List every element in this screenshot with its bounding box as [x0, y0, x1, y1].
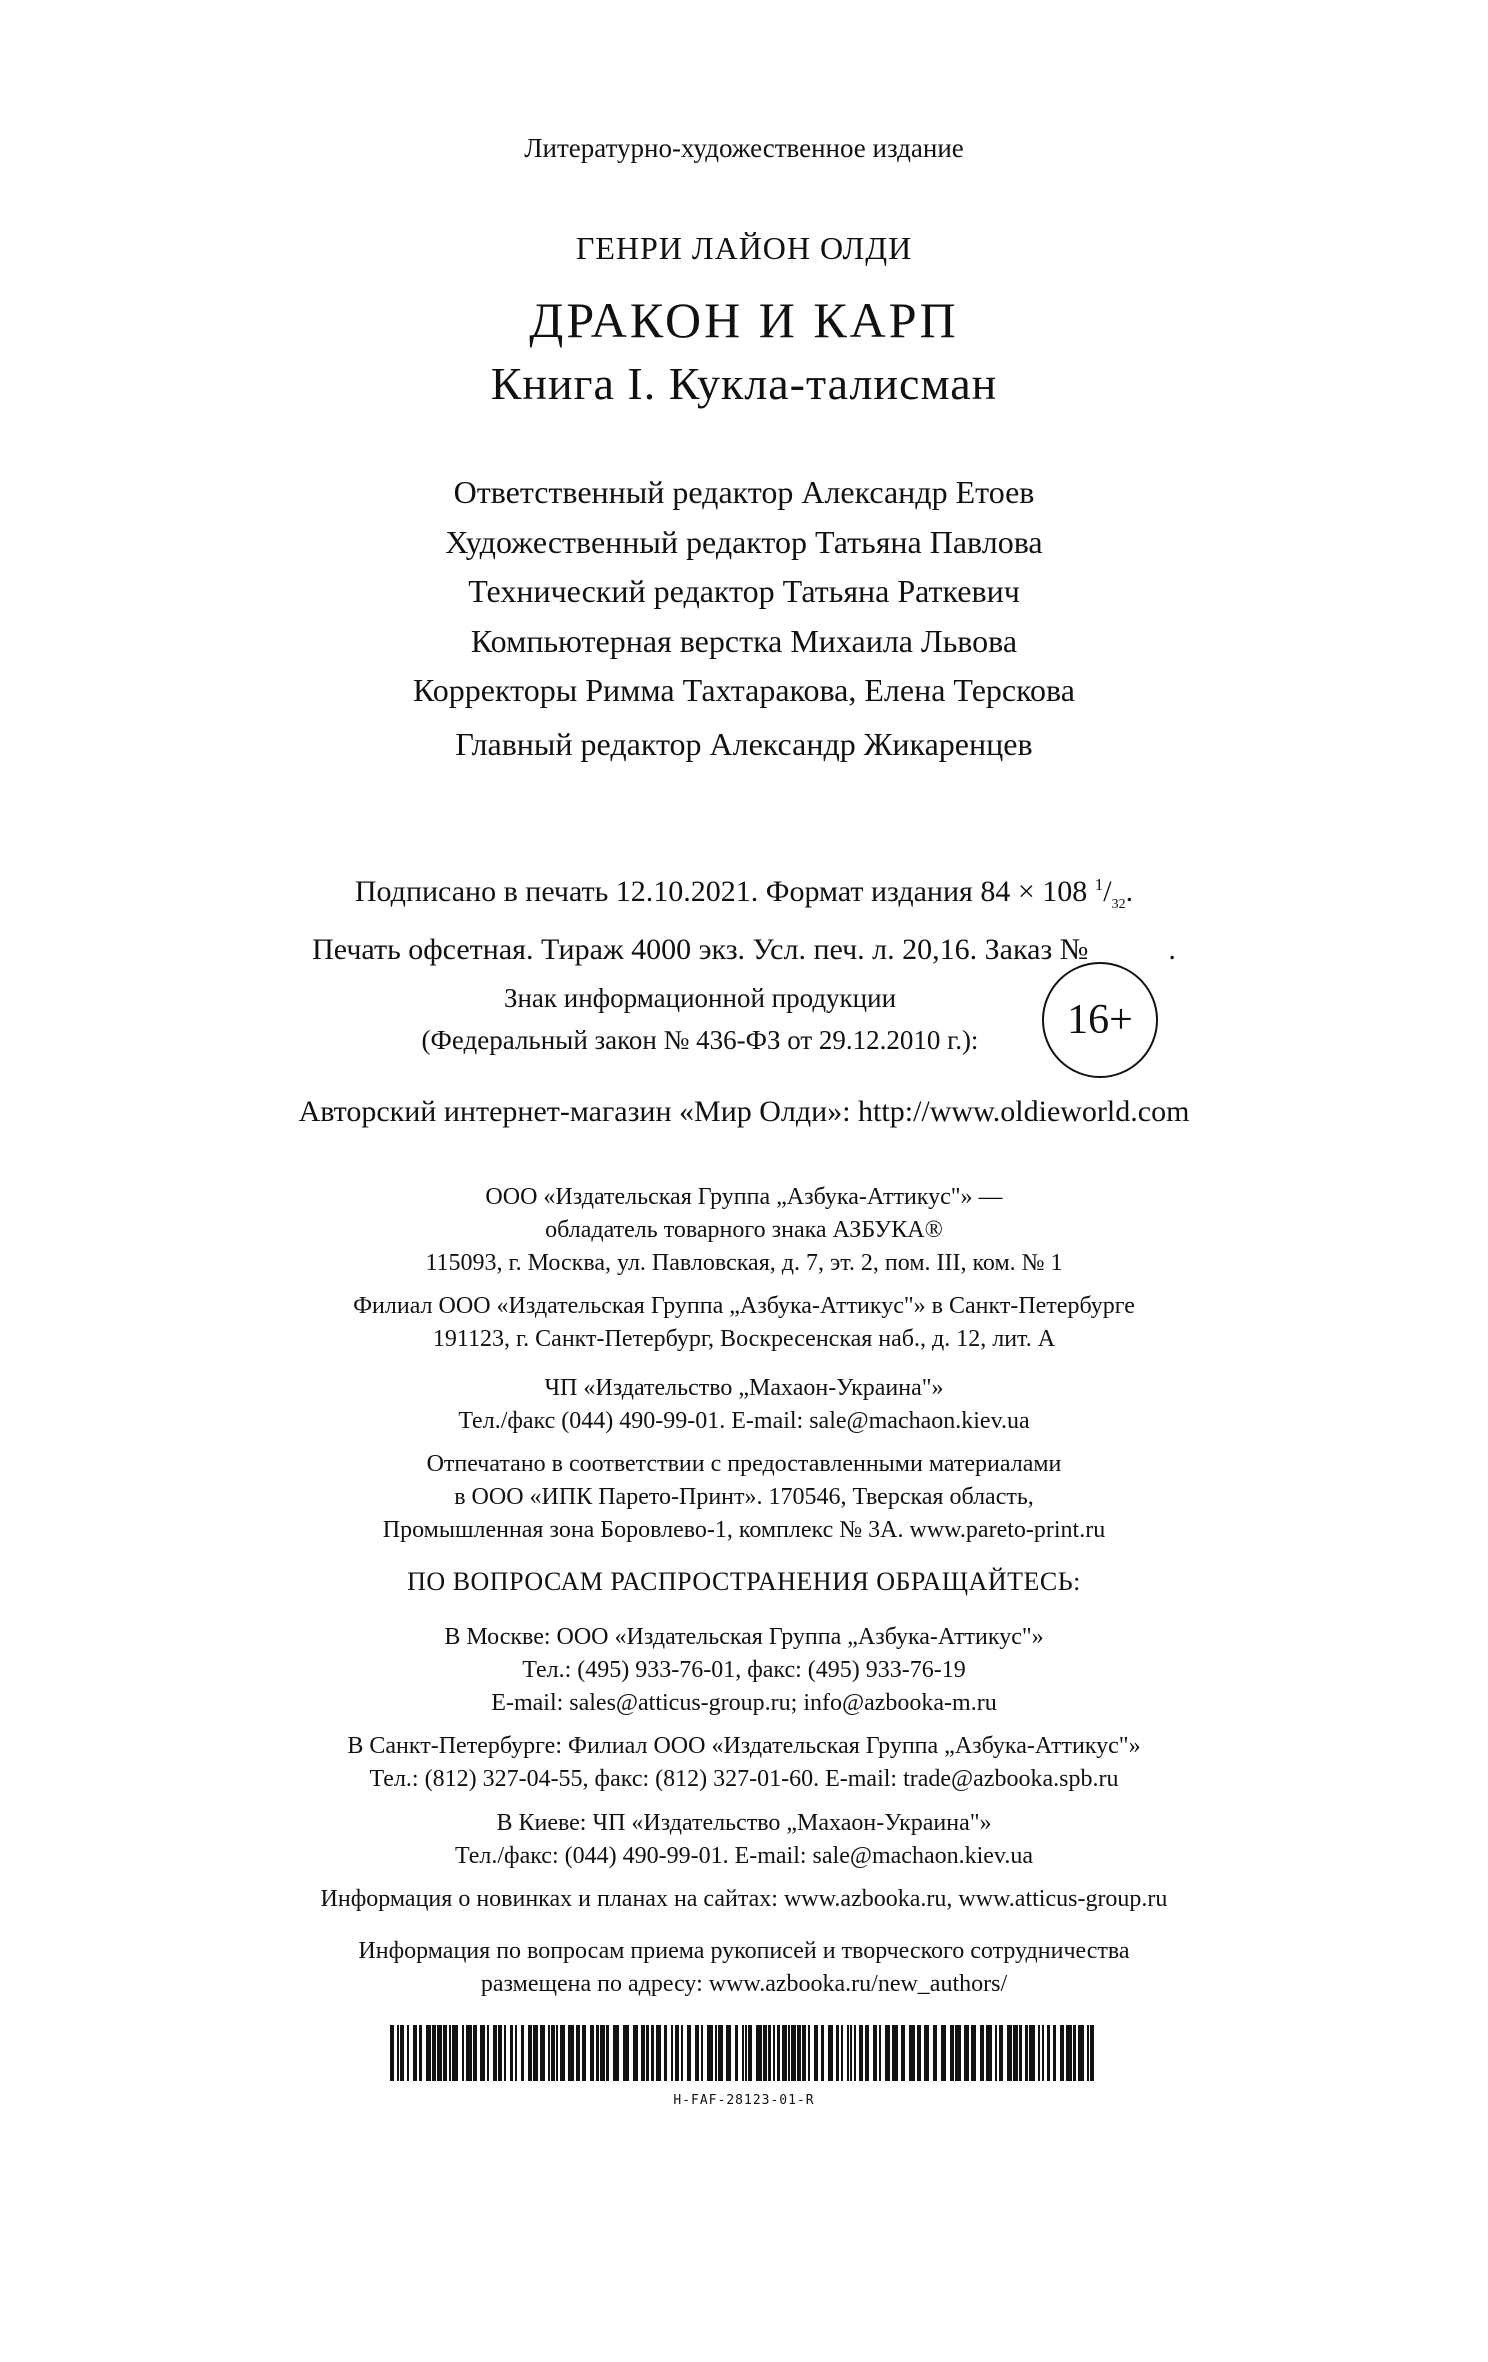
print-info-line-1: Подписано в печать 12.10.2021. Формат издания 84 × 108 $^1/_{32}$. — [354, 875, 1134, 912]
publisher-line: 115093, г. Москва, ул. Павловская, д. 7, эт. 2, пом. III, ком. № 1 — [425, 1250, 1063, 1276]
publisher-block — [0, 1181, 1488, 1280]
credits-list — [0, 468, 1488, 716]
printer-line: Отпечатано в соответствии с предоставленными материалами — [426, 1451, 1062, 1477]
distribution-line: В Москве: ООО «Издательская Группа „Азбука-Аттикус"» — [444, 1624, 1044, 1650]
age-rating-badge: 16+ — [1042, 962, 1158, 1078]
printer-line: в ООО «ИПК Парето-Принт». 170546, Тверская область, — [454, 1484, 1034, 1510]
publisher-line: обладатель товарного знака АЗБУКА® — [545, 1217, 943, 1243]
ukraine-publisher-block — [0, 1372, 1488, 1438]
print-info-line-2: Печать офсетная. Тираж 4000 экз. Усл. печ. л. 20,16. Заказ № . — [312, 933, 1176, 966]
publisher-line: Филиал ООО «Издательская Группа „Азбука-Аттикус"» в Санкт-Петербурге — [353, 1293, 1135, 1319]
distribution-line: Тел./факс: (044) 490-99-01. E-mail: sale@machaon.kiev.ua — [454, 1843, 1034, 1869]
credit-line: Технический редактор Татьяна Раткевич — [468, 573, 1020, 609]
format-fraction-denominator: 32 — [1111, 897, 1126, 912]
book-title: ДРАКОН И КАРП — [529, 292, 959, 348]
info-authors — [0, 1935, 1488, 2001]
publisher-line: ООО «Издательская Группа „Азбука-Аттикус"» — — [485, 1184, 1003, 1210]
age-label-line-1: Знак информационной продукции — [503, 983, 897, 1013]
book-author: ГЕНРИ ЛАЙОН ОЛДИ — [575, 230, 913, 266]
author-shop: Авторский интернет-магазин «Мир Олди»: http://www.oldieworld.com — [298, 1095, 1190, 1128]
distribution-spb — [0, 1730, 1488, 1796]
age-label-text — [340, 977, 1060, 1061]
credit-line: Корректоры Римма Тахтаракова, Елена Терскова — [413, 672, 1075, 708]
barcode-label: H-FAF-28123-01-R — [673, 2093, 815, 2108]
format-fraction-numerator: 1 — [1094, 875, 1104, 894]
distribution-heading: ПО ВОПРОСАМ РАСПРОСТРАНЕНИЯ ОБРАЩАЙТЕСЬ: — [407, 1567, 1081, 1596]
info-sites: Информация о новинках и планах на сайтах: www.azbooka.ru, www.atticus-group.ru — [320, 1886, 1168, 1912]
publisher-branch-block — [0, 1290, 1488, 1356]
distribution-kiev — [0, 1807, 1488, 1873]
age-label-line-2: (Федеральный закон № 436-ФЗ от 29.12.2010 г.): — [421, 1025, 979, 1055]
book-subtitle: Книга I. Кукла-талисман — [490, 358, 998, 409]
print-info — [0, 862, 1488, 972]
distribution-moscow — [0, 1621, 1488, 1720]
barcode-icon — [390, 2025, 1100, 2081]
printer-line: Промышленная зона Боровлево-1, комплекс № 3А. www.pareto-print.ru — [382, 1517, 1106, 1543]
print-info-end: . — [1125, 875, 1134, 908]
credit-line: Художественный редактор Татьяна Павлова — [445, 523, 1043, 560]
info-authors-line: Информация по вопросам приема рукописей и творческого сотрудничества — [358, 1938, 1130, 1964]
chief-editor: Главный редактор Александр Жикаренцев — [455, 726, 1033, 762]
publisher-line: 191123, г. Санкт-Петербург, Воскресенская наб., д. 12, лит. А — [432, 1326, 1056, 1352]
print-run-text: Печать офсетная. Тираж 4000 экз. Усл. печ. л. 20,16. Заказ № — [312, 933, 1089, 966]
publisher-line: Тел./факс (044) 490-99-01. E-mail: sale@machaon.kiev.ua — [458, 1408, 1030, 1434]
print-format-text: Подписано в печать 12.10.2021. Формат издания 84 × 108 — [354, 875, 1095, 908]
distribution-line: Тел.: (495) 933-76-01, факс: (495) 933-76-19 — [522, 1657, 966, 1683]
distribution-line: E-mail: sales@atticus-group.ru; info@azbooka-m.ru — [491, 1690, 997, 1716]
printer-block — [0, 1448, 1488, 1547]
distribution-line: В Киеве: ЧП «Издательство „Махаон-Украина"» — [496, 1810, 992, 1836]
credit-line: Ответственный редактор Александр Етоев — [453, 474, 1035, 510]
publisher-line: ЧП «Издательство „Махаон-Украина"» — [544, 1375, 944, 1401]
credit-line: Компьютерная верстка Михаила Львова — [470, 622, 1018, 659]
distribution-line: В Санкт-Петербурге: Филиал ООО «Издательская Группа „Азбука-Аттикус"» — [347, 1733, 1141, 1759]
edition-type: Литературно-художественное издание — [524, 133, 964, 163]
info-authors-line: размещена по адресу: www.azbooka.ru/new_authors/ — [480, 1971, 1008, 1997]
distribution-line: Тел.: (812) 327-04-55, факс: (812) 327-01-60. E-mail: trade@azbooka.spb.ru — [369, 1766, 1119, 1792]
